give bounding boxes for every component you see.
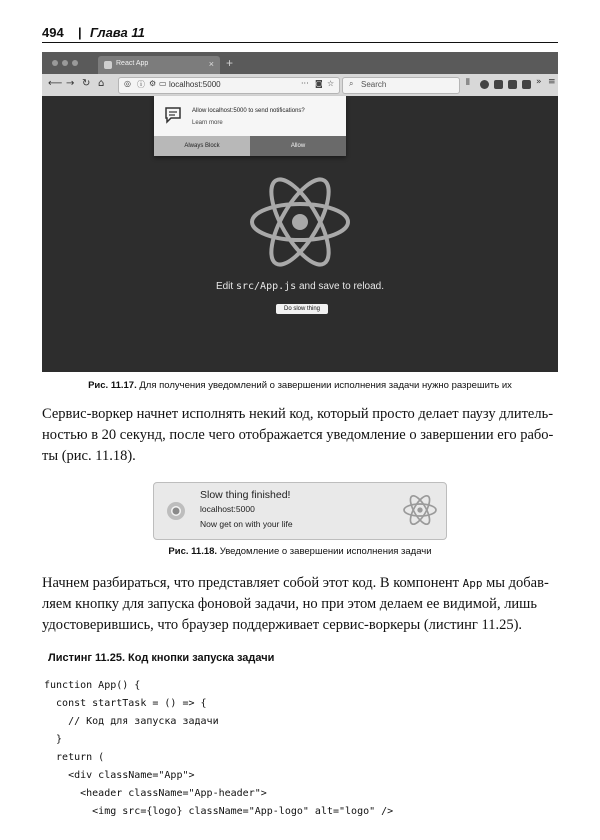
paragraph-2-line: ляем кнопку для запуска фоновой задачи, но при этом делаем ее видимой, лишь: [42, 596, 537, 612]
react-logo-icon: [246, 172, 354, 272]
library-icon[interactable]: ⫴: [466, 78, 470, 88]
notification-origin: localhost:5000: [200, 504, 255, 514]
forward-icon[interactable]: →: [66, 78, 75, 89]
header-rule: [42, 42, 558, 43]
info-icon: ⓘ: [137, 80, 145, 89]
extension-icon[interactable]: [480, 80, 489, 89]
header-separator: |: [78, 25, 82, 40]
browser-tab[interactable]: [98, 56, 220, 74]
search-placeholder: Search: [361, 80, 387, 89]
paragraph-1-line: Сервис-воркер начнет исполнять некий код, который просто делает паузу длитель-: [42, 406, 554, 422]
window-maximize-dot[interactable]: [72, 60, 78, 66]
paragraph-2: [42, 573, 560, 636]
figure-caption-1: [0, 380, 600, 391]
reload-icon[interactable]: ↻: [82, 78, 91, 89]
browser-screenshot: [42, 52, 558, 372]
listing-title: Листинг 11.25. Код кнопки запуска задачи: [48, 652, 275, 664]
chapter-title: Глава 11: [90, 25, 145, 40]
search-icon: ⌕: [349, 79, 354, 88]
edit-prefix: Edit: [215, 281, 236, 292]
page-number: 494: [42, 25, 64, 40]
caption-text-1: Для получения уведомлений о завершении исполнения задачи нужно разрешить их: [136, 380, 512, 391]
learn-more-link[interactable]: Learn more: [192, 120, 223, 126]
paragraph-2-line: удостоверившись, что браузер поддерживает сервис-воркеры (листинг 11.25).: [42, 617, 523, 633]
favicon-icon: [104, 61, 112, 69]
more-icon[interactable]: »: [536, 77, 542, 87]
running-header: [42, 22, 558, 42]
caption-text-2: Уведомление о завершении исполнения задачи: [217, 546, 432, 557]
always-block-button[interactable]: Always Block: [154, 136, 250, 156]
paragraph-1-line: ты (рис. 11.18).: [42, 448, 136, 464]
figure-caption-2: [0, 546, 600, 557]
permission-message: Allow localhost:5000 to send notifications?: [192, 108, 305, 114]
bookmark-star-icon[interactable]: ☆: [327, 79, 335, 88]
code-line: const startTask = () => {: [44, 698, 207, 709]
caption-label-1: Рис. 11.17.: [88, 380, 137, 391]
allow-button[interactable]: Allow: [250, 136, 346, 156]
search-field[interactable]: [342, 77, 460, 94]
code-line: }: [44, 734, 63, 745]
system-notification[interactable]: [153, 482, 447, 540]
paragraph-2-text: мы добав-: [482, 575, 549, 591]
new-tab-icon[interactable]: +: [226, 56, 234, 70]
inline-code-app: App: [462, 577, 483, 590]
code-line: return (: [44, 752, 105, 763]
notification-body: Now get on with your life: [200, 519, 293, 529]
notification-title: Slow thing finished!: [200, 489, 291, 501]
paragraph-2-text: Начнем разбираться, что представляет собой этот код. В компонент: [42, 575, 463, 591]
tab-title: React App: [116, 60, 149, 67]
menu-icon[interactable]: ≡: [548, 77, 556, 87]
shield-icon: ◎: [124, 79, 131, 88]
page-actions-icon[interactable]: ···: [301, 79, 309, 88]
extension-icon[interactable]: [522, 80, 531, 89]
edit-suffix: and save to reload.: [296, 281, 385, 292]
extension-icon[interactable]: [494, 80, 503, 89]
do-slow-thing-button[interactable]: Do slow thing: [276, 304, 328, 314]
notification-permission-popup: [154, 96, 346, 156]
code-line: <div className="App">: [44, 770, 195, 781]
code-line: // Код для запуска задачи: [44, 716, 219, 727]
chat-bubble-icon: [164, 106, 182, 124]
window-minimize-dot[interactable]: [62, 60, 68, 66]
nav-bar: [42, 74, 558, 96]
code-line: function App() {: [44, 680, 141, 691]
permissions-icon[interactable]: ⚙: [149, 79, 157, 88]
edit-file: src/App.js: [235, 281, 297, 292]
notification-request-icon[interactable]: ▭: [159, 79, 167, 88]
close-tab-icon[interactable]: ×: [208, 59, 214, 69]
tab-bar: [42, 52, 558, 74]
address-bar[interactable]: [118, 77, 340, 94]
caption-label-2: Рис. 11.18.: [168, 546, 218, 557]
chrome-icon: [166, 501, 186, 521]
code-line: <header className="App-header">: [44, 788, 267, 799]
home-icon[interactable]: ⌂: [98, 78, 105, 89]
pocket-icon[interactable]: ◙: [315, 79, 323, 88]
back-icon[interactable]: ⟵: [48, 78, 63, 89]
paragraph-1-line: ностью в 20 секунд, после чего отображается уведомление о завершении его рабо-: [42, 427, 554, 443]
code-line: <img src={logo} className="App-logo" alt="logo" />: [44, 806, 394, 817]
extension-icon[interactable]: [508, 80, 517, 89]
paragraph-1: [42, 404, 560, 467]
paragraph-2-line: [42, 573, 560, 594]
window-close-dot[interactable]: [52, 60, 58, 66]
edit-instruction: [42, 281, 558, 292]
url-text: localhost:5000: [169, 80, 221, 89]
react-logo-icon: [402, 493, 438, 527]
